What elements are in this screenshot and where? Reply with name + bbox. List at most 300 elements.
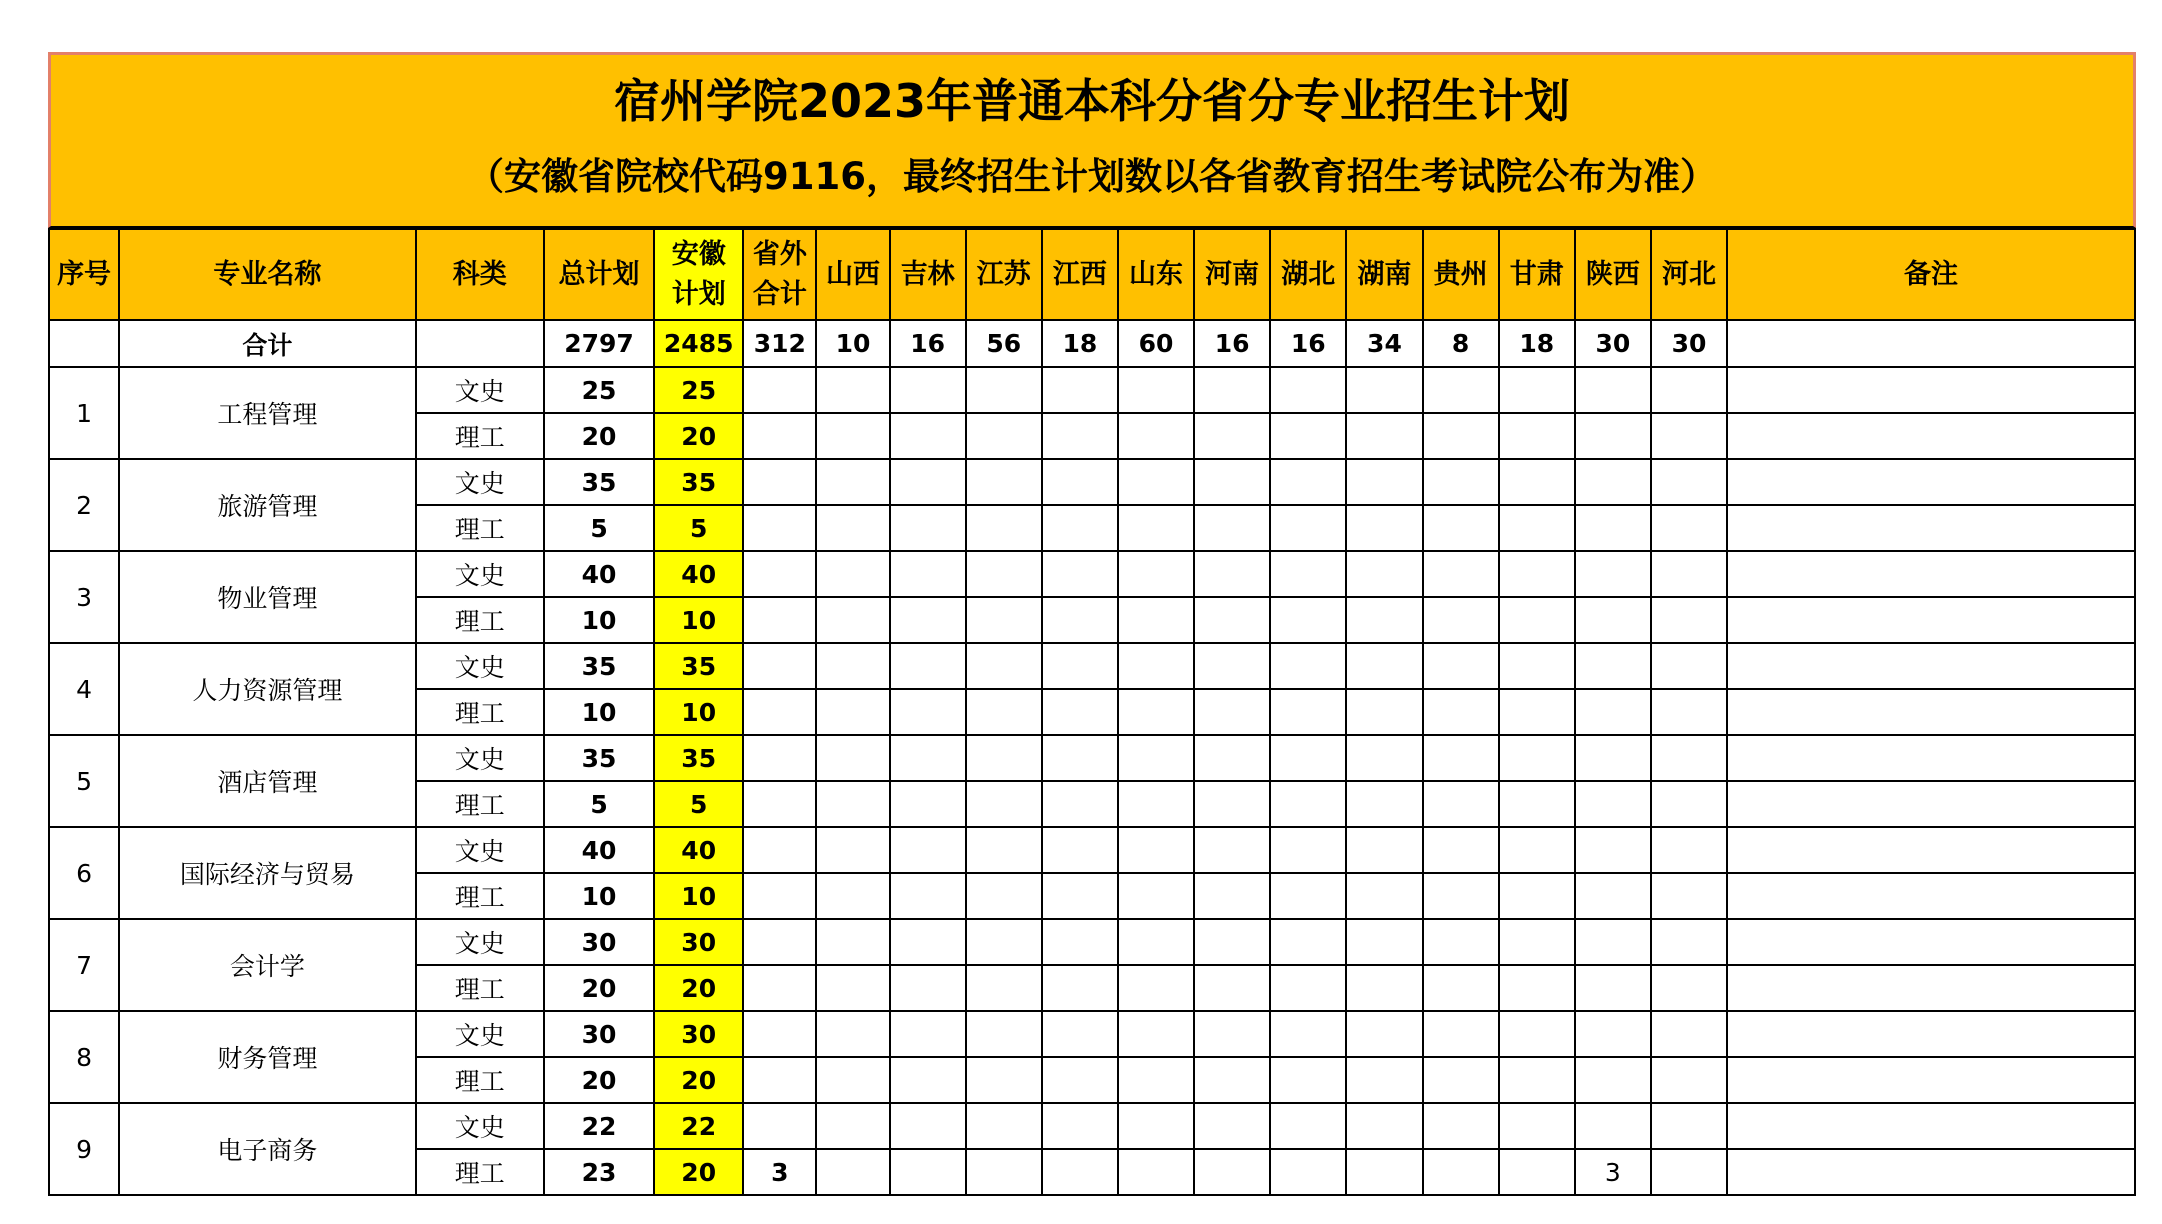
row-province: [1194, 413, 1270, 459]
row-province: [1651, 367, 1727, 413]
row-outside: [743, 643, 816, 689]
row-province: [1575, 873, 1651, 919]
row-category: 理工: [416, 781, 544, 827]
row-province: [1042, 1057, 1118, 1103]
row-outside: [743, 1103, 816, 1149]
row-province: [1270, 1057, 1346, 1103]
row-total: 5: [544, 505, 654, 551]
row-province: [1575, 505, 1651, 551]
row-remarks: [1727, 965, 2135, 1011]
row-province: [1042, 965, 1118, 1011]
table-row: [49, 367, 2135, 413]
row-province: [1423, 505, 1499, 551]
row-province: [1346, 413, 1422, 459]
row-category: 理工: [416, 413, 544, 459]
row-province: [1499, 919, 1575, 965]
row-province: [1042, 735, 1118, 781]
totals-province: 30: [1651, 320, 1727, 367]
row-province: [1651, 413, 1727, 459]
row-province: [1118, 459, 1194, 505]
row-province: [816, 1149, 889, 1195]
row-province: [1651, 643, 1727, 689]
row-anhui: 20: [654, 965, 743, 1011]
row-province: [1423, 827, 1499, 873]
row-province: [890, 413, 966, 459]
row-outside: [743, 505, 816, 551]
row-province: [1499, 1057, 1575, 1103]
row-province: [1118, 781, 1194, 827]
row-province: [1194, 735, 1270, 781]
row-province: [1118, 367, 1194, 413]
row-anhui: 20: [654, 1057, 743, 1103]
row-province: [1118, 551, 1194, 597]
row-remarks: [1727, 597, 2135, 643]
row-province: [1346, 597, 1422, 643]
row-category: 文史: [416, 1011, 544, 1057]
row-outside: [743, 827, 816, 873]
row-province: [1651, 1057, 1727, 1103]
header-province: 山西: [816, 229, 889, 320]
totals-province: 10: [816, 320, 889, 367]
header-province: 吉林: [890, 229, 966, 320]
row-province: [890, 367, 966, 413]
row-province: [1423, 643, 1499, 689]
row-province: [1651, 919, 1727, 965]
row-province: [1423, 919, 1499, 965]
row-province: [1423, 689, 1499, 735]
row-province: [966, 827, 1042, 873]
row-category: 文史: [416, 459, 544, 505]
row-province: [1270, 1011, 1346, 1057]
row-province: [1423, 965, 1499, 1011]
row-total: 20: [544, 1057, 654, 1103]
row-province: [1042, 459, 1118, 505]
row-province: [1346, 367, 1422, 413]
row-province: [890, 597, 966, 643]
row-total: 10: [544, 689, 654, 735]
row-province: [1042, 367, 1118, 413]
row-province: [1270, 827, 1346, 873]
row-remarks: [1727, 505, 2135, 551]
totals-province: 30: [1575, 320, 1651, 367]
row-category: 文史: [416, 643, 544, 689]
plan-table-body: [49, 229, 2135, 1195]
row-province: [1042, 919, 1118, 965]
header-province: 山东: [1118, 229, 1194, 320]
page-title: 宿州学院2023年普通本科分省分专业招生计划: [613, 74, 1571, 128]
row-province: [1423, 781, 1499, 827]
row-province: [1346, 965, 1422, 1011]
header-province: 江西: [1042, 229, 1118, 320]
row-seq: 3: [49, 551, 119, 643]
totals-category: [416, 320, 544, 367]
row-province: [1270, 459, 1346, 505]
row-major-name: 酒店管理: [119, 735, 416, 827]
row-province: [816, 551, 889, 597]
row-province: [1346, 643, 1422, 689]
header-anhui-line2: 计划: [671, 278, 726, 310]
row-province: [1118, 643, 1194, 689]
row-province: [1270, 1103, 1346, 1149]
row-province: [966, 1149, 1042, 1195]
row-province: [1042, 505, 1118, 551]
row-total: 40: [544, 827, 654, 873]
row-remarks: [1727, 643, 2135, 689]
row-province: [1270, 643, 1346, 689]
row-province: [1651, 1149, 1727, 1195]
row-province: [816, 827, 889, 873]
row-province: [816, 413, 889, 459]
header-province: 湖北: [1270, 229, 1346, 320]
row-major-name: 工程管理: [119, 367, 416, 459]
row-outside: [743, 689, 816, 735]
row-province: [1346, 1011, 1422, 1057]
row-province: [1118, 965, 1194, 1011]
row-category: 理工: [416, 873, 544, 919]
row-province: [1651, 551, 1727, 597]
row-province: [1499, 1011, 1575, 1057]
row-province: [1270, 1149, 1346, 1195]
row-province: [1270, 919, 1346, 965]
row-province: [1194, 597, 1270, 643]
totals-province: 8: [1423, 320, 1499, 367]
row-province: [1118, 1057, 1194, 1103]
row-province: [1118, 873, 1194, 919]
row-outside: [743, 551, 816, 597]
header-province: 陕西: [1575, 229, 1651, 320]
row-province: [1042, 551, 1118, 597]
row-total: 35: [544, 735, 654, 781]
row-province: [1042, 827, 1118, 873]
row-province: [1042, 413, 1118, 459]
totals-province: 18: [1042, 320, 1118, 367]
totals-row: [49, 320, 2135, 367]
row-province: [966, 643, 1042, 689]
row-province: [1270, 781, 1346, 827]
row-outside: [743, 873, 816, 919]
row-anhui: 10: [654, 597, 743, 643]
row-province: [1194, 919, 1270, 965]
row-province: [966, 689, 1042, 735]
totals-province: 56: [966, 320, 1042, 367]
row-total: 35: [544, 643, 654, 689]
row-province: [1575, 781, 1651, 827]
row-province: [1346, 505, 1422, 551]
row-province: [816, 643, 889, 689]
row-province: [1270, 551, 1346, 597]
header-province: 河南: [1194, 229, 1270, 320]
row-province: [1423, 551, 1499, 597]
row-major-name: 财务管理: [119, 1011, 416, 1103]
table-row: [49, 643, 2135, 689]
row-province: [1651, 873, 1727, 919]
row-province: [966, 1057, 1042, 1103]
row-province: [1118, 1103, 1194, 1149]
row-province: [1499, 367, 1575, 413]
row-total: 35: [544, 459, 654, 505]
row-total: 30: [544, 919, 654, 965]
row-major-name: 会计学: [119, 919, 416, 1011]
row-province: [1042, 1149, 1118, 1195]
header-seq: 序号: [49, 229, 119, 320]
row-outside: [743, 1057, 816, 1103]
table-row: [49, 459, 2135, 505]
row-province: [1423, 1103, 1499, 1149]
row-province: [966, 735, 1042, 781]
row-major-name: 物业管理: [119, 551, 416, 643]
row-province: [1575, 597, 1651, 643]
header-province: 贵州: [1423, 229, 1499, 320]
table-row: [49, 827, 2135, 873]
row-province: [1194, 827, 1270, 873]
row-province: [1270, 873, 1346, 919]
row-remarks: [1727, 1011, 2135, 1057]
row-province: [1575, 643, 1651, 689]
row-anhui: 5: [654, 781, 743, 827]
row-province: [966, 459, 1042, 505]
totals-label: 合计: [119, 320, 416, 367]
row-province: [1118, 689, 1194, 735]
header-outside-line2: 合计: [752, 278, 807, 310]
row-anhui: 35: [654, 643, 743, 689]
row-province: [1651, 459, 1727, 505]
row-province: [816, 919, 889, 965]
row-province: [1194, 965, 1270, 1011]
row-province: [890, 965, 966, 1011]
row-remarks: [1727, 1149, 2135, 1195]
row-province: [1423, 735, 1499, 781]
row-category: 理工: [416, 597, 544, 643]
row-province: [1499, 597, 1575, 643]
page-subtitle: （安徽省院校代码9116，最终招生计划数以各省教育招生考试院公布为准）: [467, 155, 1717, 198]
row-province: [1346, 1057, 1422, 1103]
row-province: [1575, 827, 1651, 873]
row-province: [816, 873, 889, 919]
row-remarks: [1727, 551, 2135, 597]
row-total: 20: [544, 413, 654, 459]
row-province: [890, 1057, 966, 1103]
header-row: [49, 229, 2135, 320]
row-remarks: [1727, 735, 2135, 781]
row-province: [1423, 1011, 1499, 1057]
row-anhui: 22: [654, 1103, 743, 1149]
row-province: [1651, 597, 1727, 643]
row-province: [890, 1011, 966, 1057]
row-seq: 1: [49, 367, 119, 459]
row-province: [1194, 781, 1270, 827]
row-province: [1499, 781, 1575, 827]
row-outside: [743, 1011, 816, 1057]
row-province: [816, 689, 889, 735]
row-province: [966, 413, 1042, 459]
totals-province: 16: [1270, 320, 1346, 367]
row-total: 30: [544, 1011, 654, 1057]
row-total: 5: [544, 781, 654, 827]
row-province: [1651, 1011, 1727, 1057]
row-total: 23: [544, 1149, 654, 1195]
row-province: [966, 597, 1042, 643]
row-province: [1651, 505, 1727, 551]
row-total: 10: [544, 873, 654, 919]
row-anhui: 20: [654, 1149, 743, 1195]
row-province: [1346, 1149, 1422, 1195]
row-province: [966, 367, 1042, 413]
row-province: [1194, 1149, 1270, 1195]
row-province: [1346, 827, 1422, 873]
row-province: [816, 735, 889, 781]
row-province: [1270, 367, 1346, 413]
totals-province: 16: [1194, 320, 1270, 367]
row-province: [1194, 551, 1270, 597]
row-province: [966, 919, 1042, 965]
row-province: [1499, 459, 1575, 505]
header-anhui: [654, 229, 743, 320]
row-province: [890, 873, 966, 919]
header-outside: [743, 229, 816, 320]
row-province: [816, 367, 889, 413]
row-province: [1118, 827, 1194, 873]
row-province: [1346, 1103, 1422, 1149]
row-province: [1042, 689, 1118, 735]
header-province: 河北: [1651, 229, 1727, 320]
totals-outside: 312: [743, 320, 816, 367]
row-province: [1042, 1103, 1118, 1149]
row-province: [1270, 505, 1346, 551]
row-category: 理工: [416, 1057, 544, 1103]
row-province: [1194, 1011, 1270, 1057]
row-province: [1423, 459, 1499, 505]
row-outside: 3: [743, 1149, 816, 1195]
totals-anhui: 2485: [654, 320, 743, 367]
row-seq: 5: [49, 735, 119, 827]
row-province: [1194, 689, 1270, 735]
row-remarks: [1727, 827, 2135, 873]
row-province: [890, 551, 966, 597]
enrollment-plan-sheet: [48, 52, 2136, 1196]
row-province: [966, 873, 1042, 919]
row-province: [966, 505, 1042, 551]
row-province: [1575, 919, 1651, 965]
row-major-name: 国际经济与贸易: [119, 827, 416, 919]
row-province: [1270, 413, 1346, 459]
row-province: [1346, 735, 1422, 781]
row-outside: [743, 919, 816, 965]
row-province: [1499, 689, 1575, 735]
totals-total: 2797: [544, 320, 654, 367]
row-province: [1194, 643, 1270, 689]
row-province: [1042, 873, 1118, 919]
row-province: [890, 505, 966, 551]
row-category: 文史: [416, 827, 544, 873]
row-province: [1423, 1057, 1499, 1103]
row-remarks: [1727, 873, 2135, 919]
row-seq: 4: [49, 643, 119, 735]
row-province: [1575, 413, 1651, 459]
row-province: [1042, 597, 1118, 643]
row-province: [1499, 413, 1575, 459]
row-anhui: 35: [654, 735, 743, 781]
row-category: 文史: [416, 919, 544, 965]
row-province: [816, 1103, 889, 1149]
row-province: [1118, 919, 1194, 965]
row-anhui: 35: [654, 459, 743, 505]
row-category: 理工: [416, 1149, 544, 1195]
row-province: [1575, 965, 1651, 1011]
row-province: [1423, 597, 1499, 643]
title-banner: [48, 52, 2136, 228]
row-remarks: [1727, 919, 2135, 965]
table-row: [49, 1103, 2135, 1149]
row-province: 3: [1575, 1149, 1651, 1195]
row-province: [1499, 735, 1575, 781]
row-province: [816, 781, 889, 827]
row-province: [890, 689, 966, 735]
header-category: 科类: [416, 229, 544, 320]
row-outside: [743, 367, 816, 413]
row-province: [890, 459, 966, 505]
row-province: [1575, 551, 1651, 597]
row-total: 20: [544, 965, 654, 1011]
row-category: 文史: [416, 367, 544, 413]
row-province: [1575, 1011, 1651, 1057]
header-major: 专业名称: [119, 229, 416, 320]
row-province: [1194, 873, 1270, 919]
row-province: [1499, 1149, 1575, 1195]
plan-table: [48, 228, 2136, 1196]
row-anhui: 10: [654, 689, 743, 735]
row-total: 10: [544, 597, 654, 643]
row-outside: [743, 597, 816, 643]
row-province: [890, 827, 966, 873]
header-province: 江苏: [966, 229, 1042, 320]
row-province: [1042, 1011, 1118, 1057]
row-province: [1346, 551, 1422, 597]
row-province: [1575, 367, 1651, 413]
row-total: 40: [544, 551, 654, 597]
row-total: 25: [544, 367, 654, 413]
row-outside: [743, 735, 816, 781]
header-anhui-line1: 安徽: [671, 238, 726, 270]
row-province: [966, 1103, 1042, 1149]
row-province: [966, 1011, 1042, 1057]
row-category: 理工: [416, 965, 544, 1011]
row-province: [1575, 735, 1651, 781]
row-remarks: [1727, 1103, 2135, 1149]
row-seq: 7: [49, 919, 119, 1011]
header-remarks: 备注: [1727, 229, 2135, 320]
row-province: [966, 551, 1042, 597]
row-province: [1651, 781, 1727, 827]
row-province: [890, 781, 966, 827]
row-province: [890, 1149, 966, 1195]
row-province: [1118, 413, 1194, 459]
row-remarks: [1727, 459, 2135, 505]
row-outside: [743, 459, 816, 505]
row-province: [1651, 1103, 1727, 1149]
row-province: [890, 643, 966, 689]
row-province: [1651, 827, 1727, 873]
row-anhui: 25: [654, 367, 743, 413]
row-province: [890, 735, 966, 781]
row-province: [1194, 505, 1270, 551]
row-remarks: [1727, 1057, 2135, 1103]
row-outside: [743, 965, 816, 1011]
row-province: [1346, 873, 1422, 919]
row-province: [1270, 597, 1346, 643]
row-remarks: [1727, 689, 2135, 735]
row-province: [1651, 735, 1727, 781]
row-category: 文史: [416, 551, 544, 597]
